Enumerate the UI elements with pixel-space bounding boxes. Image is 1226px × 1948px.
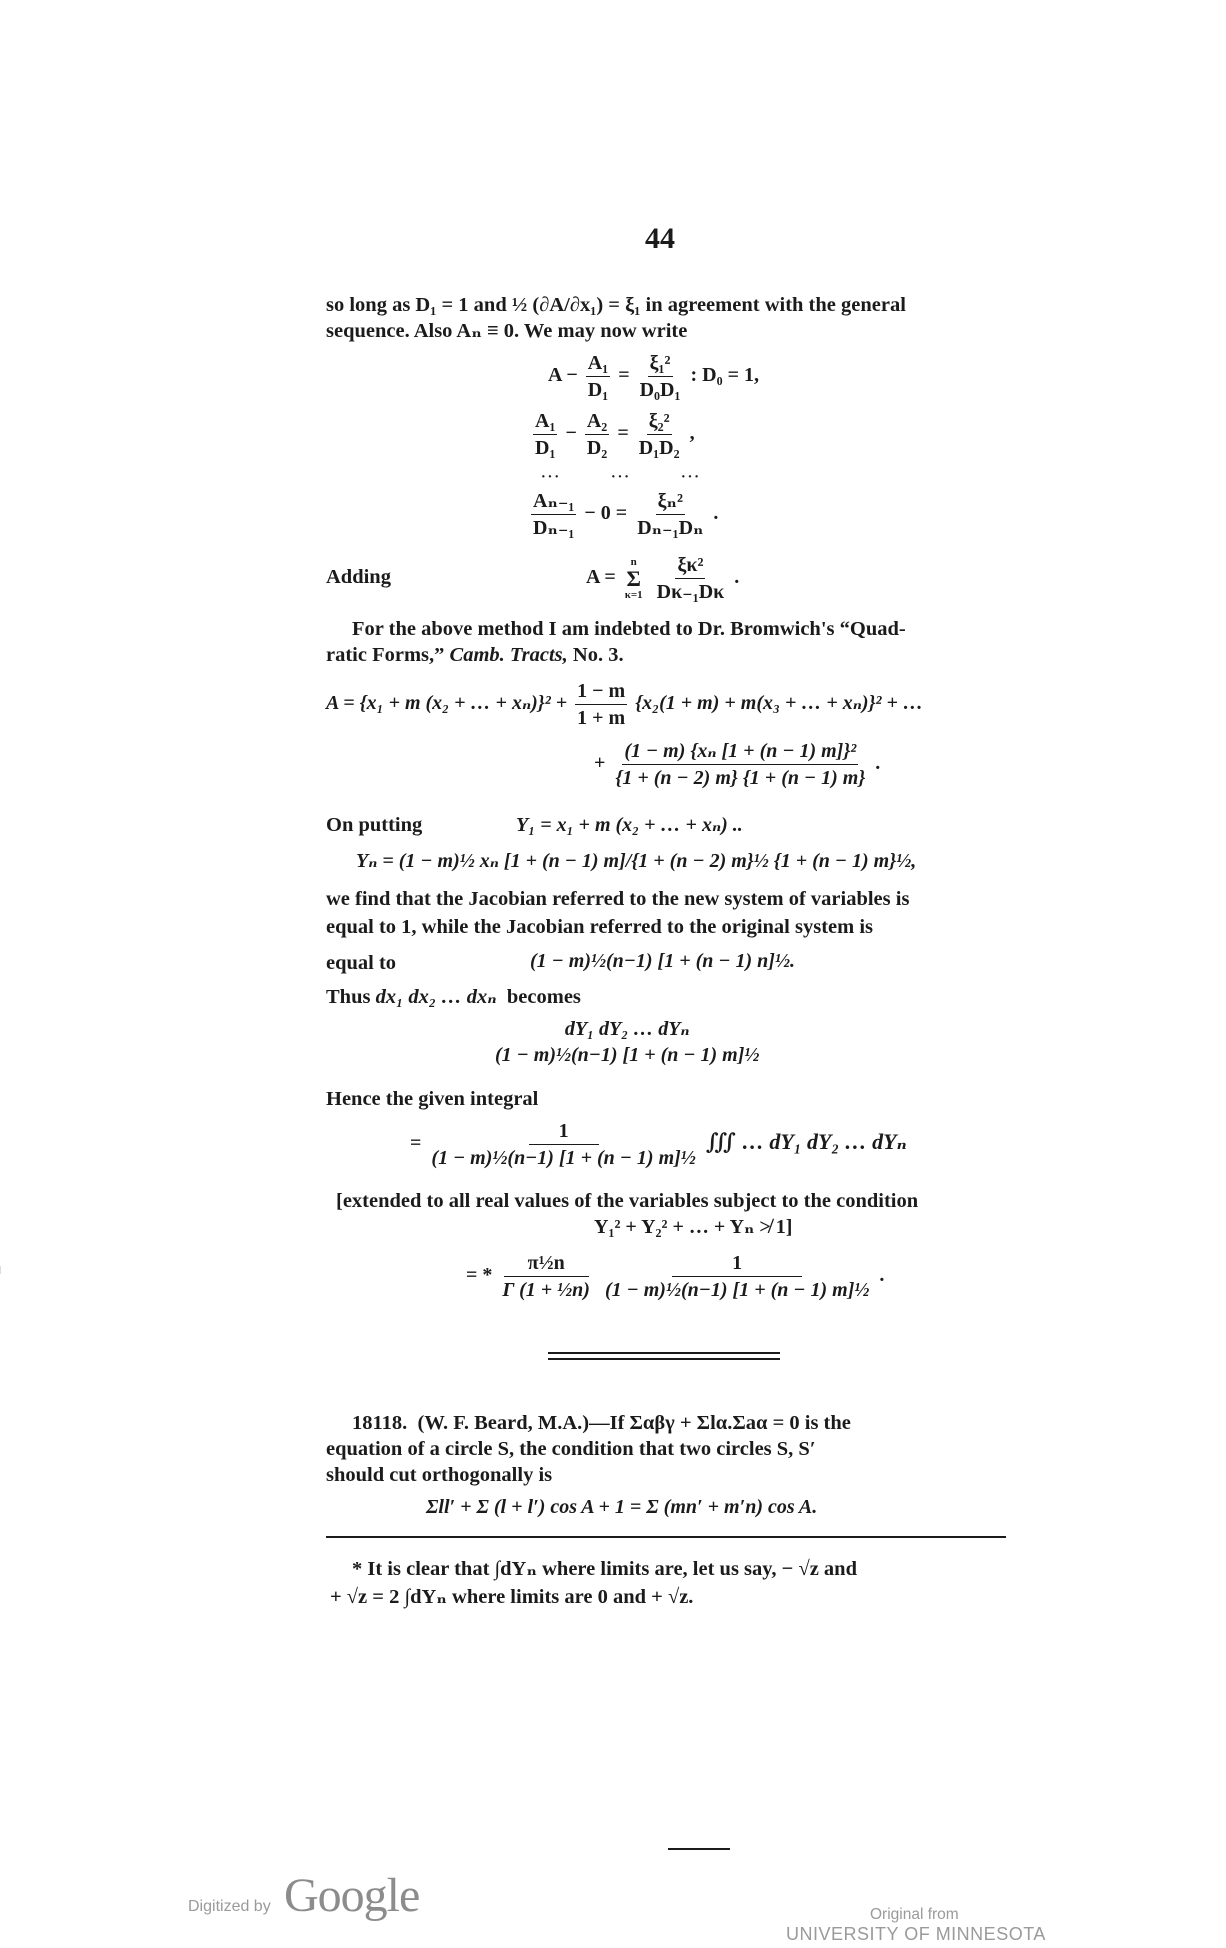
eq-a-lhs: A − bbox=[548, 364, 578, 387]
equation-a bbox=[548, 352, 759, 401]
big-eq-tail: . bbox=[875, 752, 881, 775]
side-note-line2 bbox=[0, 128, 2, 1928]
bromwich-line2: ratic Forms,” Camb. Tracts, No. 3. bbox=[326, 644, 624, 666]
eq-c-frac2: $\frac{\text{ξₙ²}}{\text{Dₙ₋₁Dₙ}}$ bbox=[637, 490, 704, 539]
jacobian-line3-label: equal to bbox=[326, 952, 397, 974]
jacobian-line1: we find that the Jacobian referred to the new system of variables is bbox=[326, 888, 910, 910]
eq-c-tail: . bbox=[713, 502, 719, 525]
intro-line1: so long as D₁ = 1 and ½ (∂A/∂x₁) = ξ₁ in agreement with the general bbox=[326, 294, 906, 316]
eq-c-frac1: $\frac{\text{Aₙ₋₁}}{\text{Dₙ₋₁}}$ bbox=[533, 490, 575, 539]
problem-number: 18118. bbox=[352, 1412, 408, 1434]
jacobian-line3-eq: (1 − m)½(n−1) [1 + (n − 1) n]½. bbox=[530, 950, 795, 972]
eq-a-frac2: $\frac{\text{ξ₁²}}{\text{D₀D₁}}$ bbox=[639, 352, 681, 401]
adding-equation bbox=[586, 554, 739, 603]
putting-eq1: Y₁ = x₁ + m (x₂ + … + xₙ) .. bbox=[516, 814, 743, 836]
hence-equals: = bbox=[410, 1132, 422, 1155]
digitized-by-label: Digitized by bbox=[188, 1898, 271, 1915]
big-equation-line1 bbox=[326, 680, 923, 729]
final-equation bbox=[466, 1252, 884, 1301]
problem-equation: Σll′ + Σ (l + l′) cos A + 1 = Σ (mn′ + m′n) cos A. bbox=[426, 1496, 818, 1518]
intro-line2: sequence. Also Aₙ ≡ 0. We may now write bbox=[326, 320, 688, 342]
putting-label: On putting bbox=[326, 814, 423, 836]
bromwich-line1: For the above method I am indebted to Dr. Bromwich's “Quad- bbox=[352, 618, 906, 640]
big-eq-lhs: A = {x₁ + m (x₂ + … + xₙ)}² + bbox=[326, 692, 568, 715]
footnote-line1: * It is clear that ∫dYₙ where limits are, let us say, − √z and bbox=[352, 1558, 857, 1580]
problem-line1: 18118. (W. F. Beard, M.A.)—If Σαβγ + Σlα.Σaα = 0 is the bbox=[352, 1412, 851, 1434]
google-logo: Google bbox=[284, 1869, 420, 1922]
big-eq-frac2: $\frac{\text{(1 − m) \{xₙ [1 + (n − 1) m]\}²}}{\{1 + (n - 2) m\} \{1 + (n - 1) m\}}$ bbox=[615, 740, 866, 789]
eq-c-mid: − 0 = bbox=[584, 502, 628, 525]
thus-line: Thus dx₁ dx₂ … dxₙ becomes bbox=[326, 986, 581, 1008]
section-divider-bottom bbox=[548, 1358, 780, 1360]
side-watermark bbox=[0, 128, 2, 1928]
hence-line: Hence the given integral bbox=[326, 1088, 539, 1110]
final-frac1: $\frac{\text{π½n}}{\text{Γ (1 + ½n)}}$ bbox=[502, 1252, 590, 1301]
equation-c bbox=[528, 490, 718, 539]
eq-b-tail: , bbox=[689, 422, 695, 445]
footnote-rule bbox=[326, 1536, 1006, 1538]
hence-equation bbox=[410, 1120, 907, 1169]
problem-line2: equation of a circle S, the condition that two circles S, S′ bbox=[326, 1438, 816, 1460]
institution-label: UNIVERSITY OF MINNESOTA bbox=[786, 1924, 1046, 1944]
extended-line1: [extended to all real values of the variables subject to the condition bbox=[336, 1190, 919, 1212]
section-divider-top bbox=[548, 1352, 780, 1354]
big-eq-frac: $\frac{1 - m}{1 + m}$ bbox=[577, 680, 626, 729]
hence-integral: ∭ … dY₁ dY₂ … dYₙ bbox=[705, 1129, 907, 1155]
eq-b-frac3: $\frac{\text{ξ₂²}}{\text{D₁D₂}}$ bbox=[638, 410, 680, 459]
eq-a-equals: = bbox=[618, 364, 630, 387]
original-from-label: Original from bbox=[870, 1906, 959, 1923]
extended-line2: Y₁² + Y₂² + … + Yₙ ≯ 1] bbox=[594, 1216, 793, 1238]
eq-b-frac1: $\frac{\text{A₁}}{\text{D₁}}$ bbox=[535, 410, 556, 459]
adding-label: Adding bbox=[326, 566, 391, 588]
eq-b-equals: = bbox=[617, 422, 629, 445]
hence-frac: $\frac{1}{\text{(1 − m)½(n−1) [1 + (n − 1) m]½}}$ bbox=[431, 1120, 696, 1169]
adding-frac: $\frac{\text{ξκ²}}{\text{Dκ₋₁Dκ}}$ bbox=[656, 554, 725, 603]
problem-line3: should cut orthogonally is bbox=[326, 1464, 553, 1486]
sum-symbol: n Σ κ=1 bbox=[624, 555, 643, 601]
thus-fraction: dY₁ dY₂ … dYₙ (1 − m)½(n−1) [1 + (n − 1) m]½ bbox=[495, 1018, 760, 1066]
eq-a-tail: : D₀ = 1, bbox=[690, 364, 759, 387]
adding-lhs: A = bbox=[586, 566, 616, 589]
putting-eq2: Yₙ = (1 − m)½ xₙ [1 + (n − 1) m]/{1 + (n − 2) m}½ {1 + (n − 1) m}½, bbox=[356, 850, 917, 872]
adding-tail: . bbox=[734, 566, 740, 589]
big-equation-line2 bbox=[594, 740, 880, 789]
big-eq-rhs: {x₂(1 + m) + m(x₃ + … + xₙ)}² + … bbox=[635, 692, 923, 715]
jacobian-line2: equal to 1, while the Jacobian referred to the original system is bbox=[326, 916, 873, 938]
page-number: 44 bbox=[645, 222, 675, 255]
ellipsis-row: ··· ··· ··· bbox=[540, 466, 700, 488]
final-lhs: = * bbox=[466, 1264, 493, 1287]
big-eq-plus: + bbox=[594, 752, 606, 775]
equation-b bbox=[530, 410, 695, 459]
eq-b-frac2: $\frac{\text{A₂}}{\text{D₂}}$ bbox=[586, 410, 608, 459]
eq-b-minus: − bbox=[565, 422, 577, 445]
eq-a-frac1: $\frac{\text{A₁}}{\text{D₁}}$ bbox=[587, 352, 609, 401]
final-frac2: $\frac{1}{\text{(1 − m)½(n−1) [1 + (n − 1) m]½}}$ bbox=[604, 1252, 870, 1301]
footnote-line2: + √z = 2 ∫dYₙ where limits are 0 and + √z. bbox=[330, 1586, 694, 1608]
bottom-rule bbox=[668, 1848, 730, 1850]
final-tail: . bbox=[879, 1264, 885, 1287]
